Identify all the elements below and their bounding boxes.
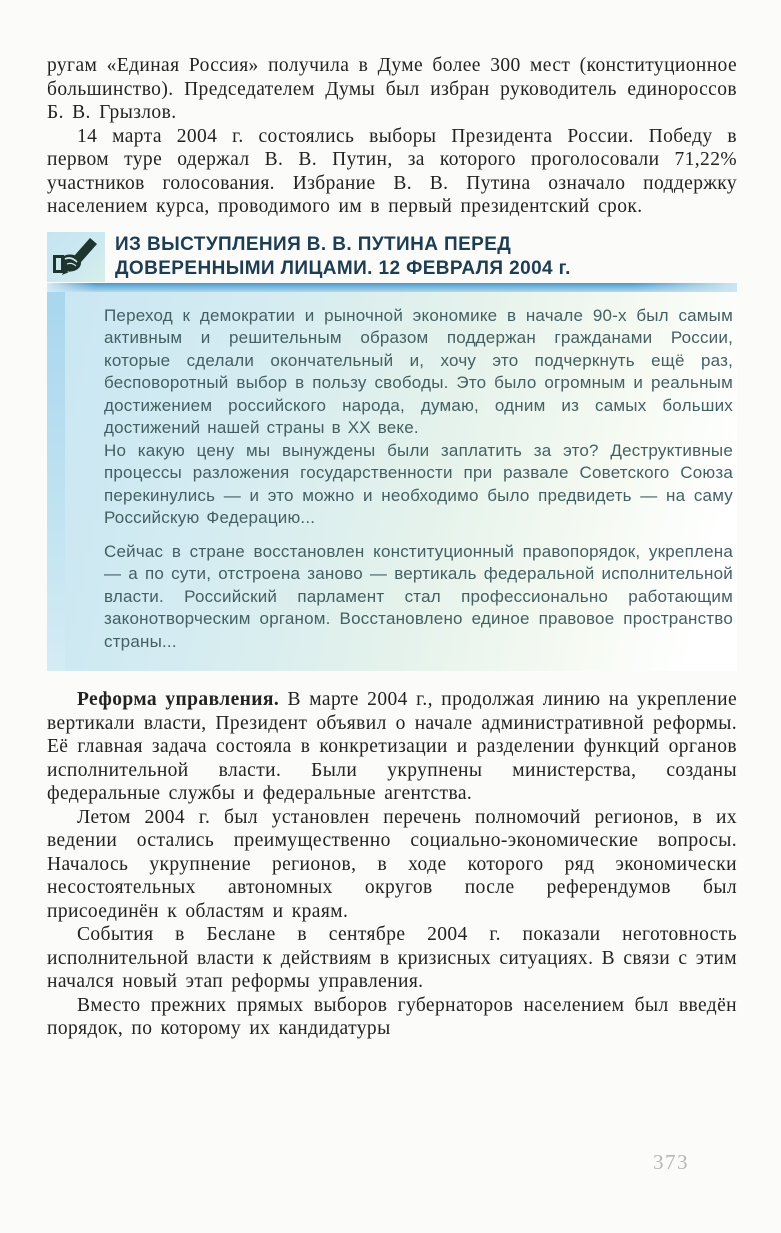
body-paragraph: 14 марта 2004 г. состоялись выборы Президента России. Победу в первом туре одержал В. В. Путин, за которого проголосовали 71,22% участников голосования. Избрание В. В. Путина означало поддержку населением курса, проводимого им в первый президентский срок. xyxy=(47,125,737,217)
body-paragraph: ругам «Единая Россия» получила в Думе более 300 мест (конституционное большинство). Председателем Думы был избран руководитель единороссов Б. В. Грызлов. xyxy=(47,55,737,123)
body-paragraph xyxy=(47,688,737,806)
quote-box xyxy=(47,292,737,672)
quote-heading-line1: ИЗ ВЫСТУПЛЕНИЯ В. В. ПУТИНА ПЕРЕД xyxy=(115,233,512,255)
body-paragraph: События в Беслане в сентябре 2004 г. показали неготовность исполнительной власти к действиям в кризисных ситуациях. В связи с этим начался новый этап реформы управления. xyxy=(47,924,737,992)
main-text-block xyxy=(47,688,737,1041)
body-paragraph: Летом 2004 г. был установлен перечень полномочий регионов, в их ведении остались преимущественно социально-экономические вопросы. Началось укрупнение регионов, в ходе которого ряд экономически несостоятельных автономных округов после референдумов был присоединён к областям и краям. xyxy=(47,806,737,922)
quote-section xyxy=(47,232,737,672)
quote-heading xyxy=(115,233,571,281)
quote-heading-line2: ДОВЕРЕННЫМИ ЛИЦАМИ. 12 ФЕВРАЛЯ 2004 г. xyxy=(115,257,571,279)
quote-paragraph: Но какую цену мы вынуждены были заплатить за это? Деструктивные процессы разложения государственности при развале Советского Союза перекинулись — и это можно и необходимо было предвидеть — на саму Российскую Федерацию... xyxy=(104,440,733,527)
page-number: 373 xyxy=(653,1150,689,1174)
quote-header xyxy=(47,232,737,282)
quote-paragraph: Переход к демократии и рыночной экономике в начале 90-х был самым активным и решительным образом поддержан гражданами России, которые сделали окончательный и, хочу это подчеркнуть ещё раз, бесповоротный выбор в пользу свободы. Это было огромным и реальным достижением российского народа, думаю, одним из самых больших достижений нашей страны в XX веке. xyxy=(104,305,733,437)
body-paragraph: Вместо прежних прямых выборов губернаторов населением был введён порядок, по которому их кандидатуры xyxy=(47,994,737,1039)
intro-text-block xyxy=(47,0,737,219)
paragraph-lead-bold: Реформа управления. xyxy=(77,689,280,710)
quote-paragraph: Сейчас в стране восстановлен конституционный правопорядок, укреплена — а по сути, отстроена заново — вертикаль федеральной исполнительной власти. Российский парламент стал профессионально работающим законотворческим органом. Восстановлено единое правовое пространство страны... xyxy=(104,541,733,651)
page-content-column xyxy=(47,0,737,1041)
writing-hand-icon xyxy=(47,232,105,282)
paragraph-text: В марте 2004 г., продолжая линию на укрепление вертикали власти, Президент объявил о начале административной реформы. Её главная задача состояла в конкретизации и разделении функций органов исполнительной власти. Были укрупнены министерства, созданы федеральные службы и федеральные агентства. xyxy=(47,689,737,804)
divider-rule xyxy=(47,283,737,292)
